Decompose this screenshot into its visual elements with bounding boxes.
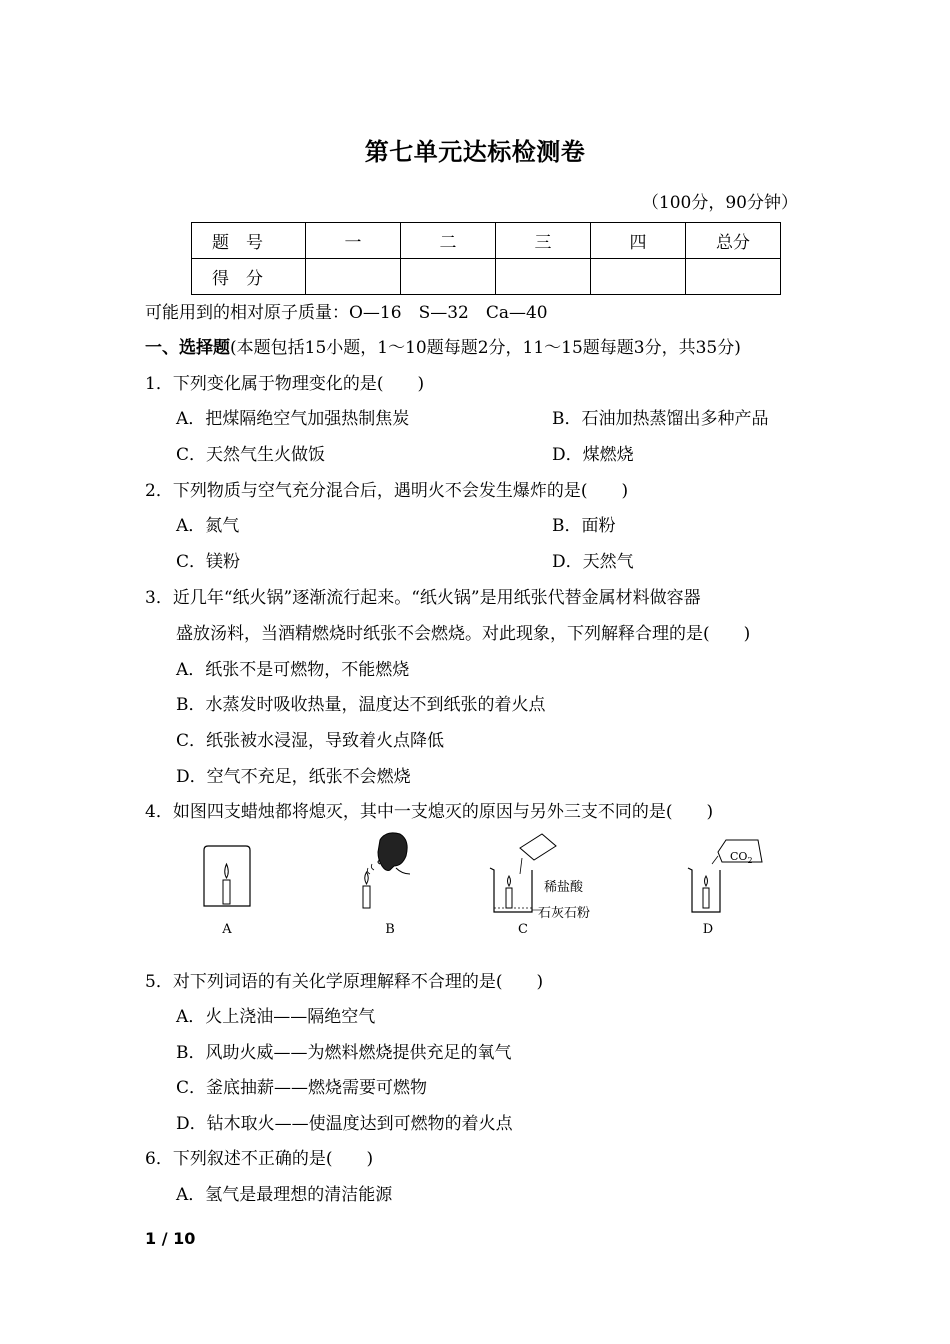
score-blank — [306, 259, 401, 295]
figure-d — [680, 830, 800, 945]
option: A．氢气是最理想的清洁能源 — [176, 1185, 393, 1205]
candle-figure — [190, 830, 790, 945]
option: A．纸张不是可燃物，不能燃烧 — [176, 660, 410, 680]
option: C．镁粉 — [176, 552, 241, 572]
question-stem: 2．下列物质与空气充分混合后，遇明火不会发生爆炸的是( ) — [145, 481, 629, 501]
page-number: 1 / 10 — [145, 1229, 196, 1248]
option: C．釜底抽薪——燃烧需要可燃物 — [176, 1078, 428, 1098]
question-stem: 6．下列叙述不正确的是( ) — [145, 1149, 374, 1169]
table-cell: 得 分 — [192, 259, 306, 295]
section-heading — [145, 333, 741, 358]
option: D．钻木取火——使温度达到可燃物的着火点 — [176, 1114, 513, 1134]
question-stem: 4．如图四支蜡烛都将熄灭，其中一支熄灭的原因与另外三支不同的是( ) — [145, 802, 714, 822]
table-cell: 二 — [401, 223, 496, 259]
score-blank — [496, 259, 591, 295]
table-cell: 题 号 — [192, 223, 306, 259]
beaker-co2-icon — [680, 830, 800, 920]
table-cell: 总分 — [686, 223, 781, 259]
option: C．天然气生火做饭 — [176, 445, 326, 465]
question-stem: 3．近几年“纸火锅”逐渐流行起来。“纸火锅”是用纸张代替金属材料做容器 — [145, 588, 701, 608]
option: B．风助火威——为燃料燃烧提供充足的氧气 — [176, 1043, 512, 1063]
section-title: 一、选择题 — [145, 338, 230, 358]
co2-label: $CO_2$ — [730, 850, 753, 866]
score-blank — [401, 259, 496, 295]
option: A．氮气 — [176, 516, 240, 536]
table-cell: 一 — [306, 223, 401, 259]
limestone-label: 石灰石粉 — [538, 906, 591, 921]
option: D．空气不充足，纸张不会燃烧 — [176, 767, 411, 787]
person-blowing-icon — [330, 830, 450, 920]
option: D．煤燃烧 — [552, 445, 634, 465]
question-stem: 5．对下列词语的有关化学原理解释不合理的是( ) — [145, 972, 544, 992]
page-title: 第七单元达标检测卷 — [364, 137, 586, 166]
option: C．纸张被水浸湿，导致着火点降低 — [176, 731, 445, 751]
option: A．火上浇油——隔绝空气 — [176, 1007, 376, 1027]
figure-a — [190, 830, 310, 945]
option: B．水蒸发时吸收热量，温度达不到纸张的着火点 — [176, 695, 546, 715]
score-blank — [686, 259, 781, 295]
figure-label: C — [518, 922, 528, 937]
table-row — [192, 259, 781, 295]
section-note: (本题包括15小题，1～10题每题2分，11～15题每题3分，共35分) — [230, 338, 741, 358]
option: B．石油加热蒸馏出多种产品 — [552, 409, 769, 429]
acid-label: 稀盐酸 — [544, 880, 584, 895]
figure-label: D — [702, 922, 714, 937]
score-blank — [591, 259, 686, 295]
table-cell: 三 — [496, 223, 591, 259]
jar-candle-icon — [190, 830, 310, 920]
question-stem: 1．下列变化属于物理变化的是( ) — [145, 374, 425, 394]
table-cell: 四 — [591, 223, 686, 259]
option: A．把煤隔绝空气加强热制焦炭 — [176, 409, 410, 429]
atomic-mass-line: 可能用到的相对原子质量：O—16 S—32 Ca—40 — [145, 303, 548, 323]
figure-label: B — [385, 922, 395, 937]
question-stem-continued: 盛放汤料，当酒精燃烧时纸张不会燃烧。对此现象，下列解释合理的是( ) — [176, 624, 751, 644]
table-row — [192, 223, 781, 259]
option: D．天然气 — [552, 552, 634, 572]
option: B．面粉 — [552, 516, 616, 536]
score-time-info: （100分，90分钟） — [641, 193, 798, 213]
figure-label: A — [222, 922, 232, 937]
figure-b — [330, 830, 450, 945]
score-table — [191, 222, 781, 295]
figure-c — [486, 830, 636, 945]
